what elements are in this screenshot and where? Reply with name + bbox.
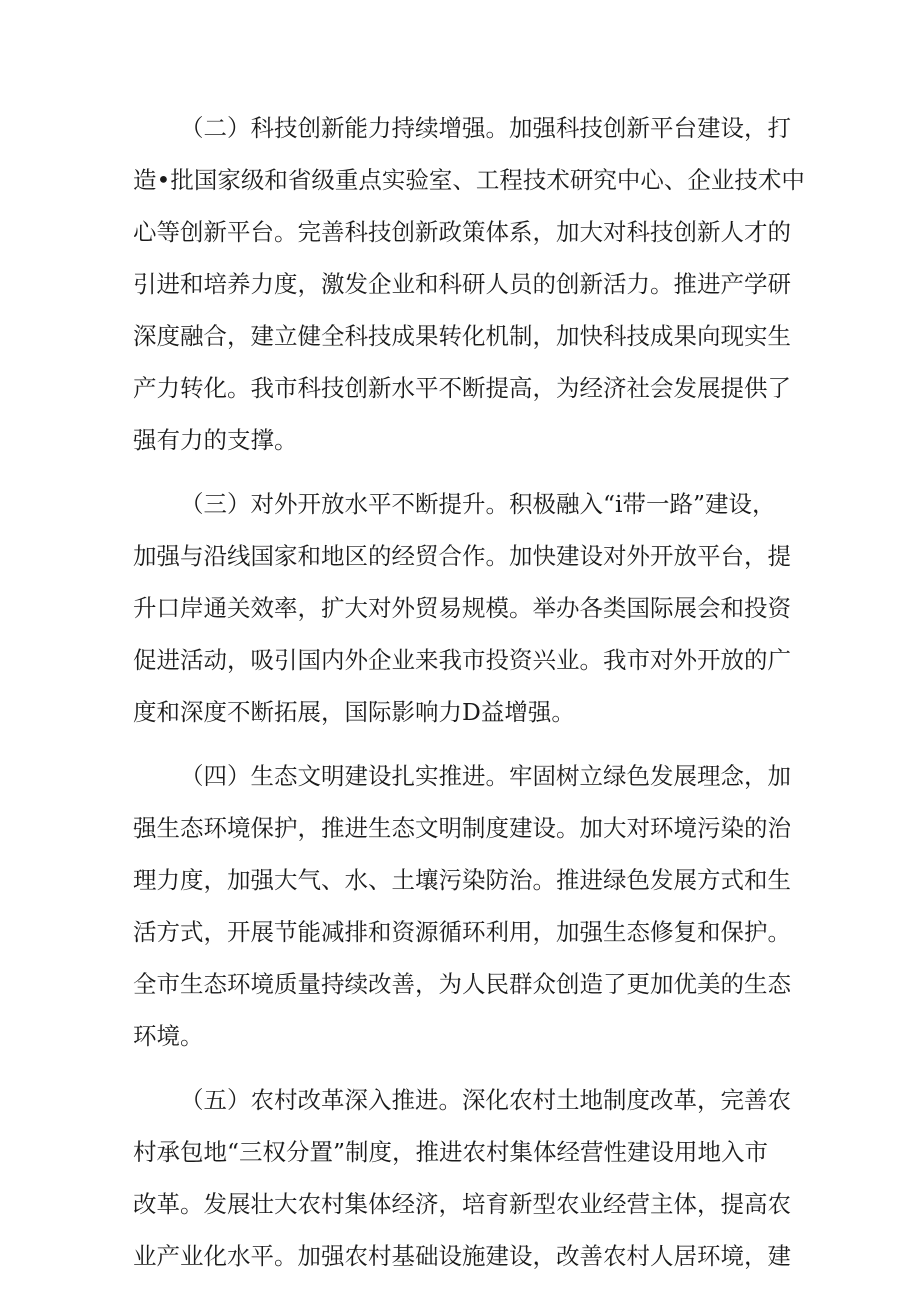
text-line: 业产业化水平。加强农村基础设施建设，改善农村人居环境，建 xyxy=(133,1242,791,1270)
text-line: （五）农村改革深入推进。深化农村土地制度改革，完善农 xyxy=(180,1086,791,1114)
paragraph-science-innovation xyxy=(133,102,805,466)
text-line: 全市生态环境质量持续改善，为人民群众创造了更加优美的生态 xyxy=(133,970,791,998)
text-line: 升口岸通关效率，扩大对外贸易规模。举办各类国际展会和投资 xyxy=(133,594,791,622)
text-line: 村承包地“三权分置”制度，推进农村集体经营性建设用地入市 xyxy=(133,1138,769,1166)
text-line: 度和深度不断拓展，国际影响力D益增强。 xyxy=(133,698,575,726)
text-line: 促进活动，吸引国内外企业来我市投资兴业。我市对外开放的广 xyxy=(133,646,791,674)
paragraph-gap xyxy=(133,738,793,750)
text-line: 引进和培养力度，激发企业和科研人员的创新活力。推进产学研 xyxy=(133,270,791,298)
text-line: 造•批国家级和省级重点实验室、工程技术研究中心、企业技术中 xyxy=(133,166,805,194)
paragraph-gap xyxy=(133,466,793,478)
text-line: 理力度，加强大气、水、土壤污染防治。推进绿色发展方式和生 xyxy=(133,866,791,894)
paragraph-gap xyxy=(133,1062,793,1074)
text-line: 加强与沿线国家和地区的经贸合作。加快建设对外开放平台，提 xyxy=(133,542,791,570)
text-line: 活方式，开展节能减排和资源循环利用，加强生态修复和保护。 xyxy=(133,918,791,946)
text-line: 改革。发展壮大农村集体经济，培育新型农业经营主体，提高农 xyxy=(133,1190,791,1218)
text-line: 强生态环境保护，推进生态文明制度建设。加大对环境污染的治 xyxy=(133,814,791,842)
text-line: 心等创新平台。完善科技创新政策体系，加大对科技创新人才的 xyxy=(133,218,791,246)
paragraph-ecological xyxy=(133,750,793,1062)
text-line: （四）生态文明建设扎实推进。牢固树立绿色发展理念，加 xyxy=(180,762,791,790)
paragraph-opening-up xyxy=(133,478,793,738)
text-line: 环境。 xyxy=(133,1022,204,1050)
text-line: 强有力的支撑。 xyxy=(133,426,298,454)
text-line: （二）科技创新能力持续增强。加强科技创新平台建设，打 xyxy=(180,114,791,142)
text-line: 产力转化。我市科技创新水平不断提高，为经济社会发展提供了 xyxy=(133,374,791,402)
document-body xyxy=(133,102,805,1282)
text-line: （三）对外开放水平不断提升。积极融入“i带一路”建设， xyxy=(180,490,776,518)
paragraph-rural-reform xyxy=(133,1074,793,1282)
text-line: 深度融合，建立健全科技成果转化机制，加快科技成果向现实生 xyxy=(133,322,791,350)
